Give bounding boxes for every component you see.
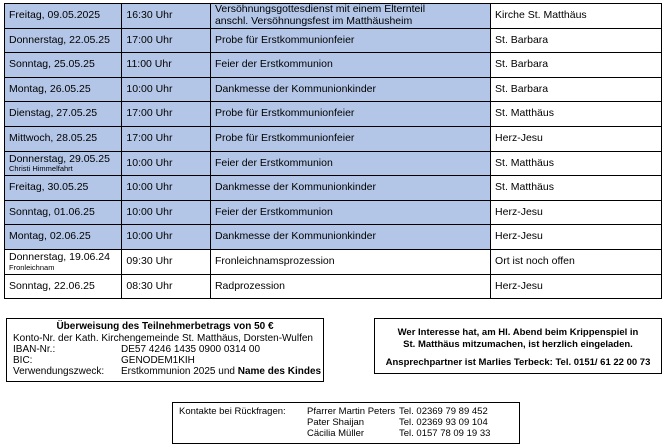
time-cell: 09:30 Uhr: [122, 249, 211, 274]
time-cell: 17:00 Uhr: [122, 102, 211, 127]
time-cell: 16:30 Uhr: [122, 4, 211, 29]
schedule-row: [5, 249, 662, 274]
date-cell: [5, 77, 122, 102]
schedule-row: [5, 176, 662, 201]
purpose-value: [121, 366, 321, 377]
schedule-row: [5, 4, 662, 29]
date-text: Mittwoch, 28.05.25: [9, 131, 98, 144]
schedule-row: [5, 102, 662, 127]
schedule-row: [5, 126, 662, 151]
contacts-rows: [173, 406, 519, 439]
location-cell: Ort ist noch offen: [491, 249, 662, 274]
crib-line3: Ansprechpartner ist Marlies Terbeck: Tel. 0151/ 61 22 00 73: [385, 357, 651, 368]
account-text: Konto-Nr. der Kath. Kirchengemeinde St. Matthäus, Dorsten-Wulfen: [13, 333, 313, 344]
date-text: Sonntag, 01.06.25: [9, 205, 95, 218]
event-cell: [210, 200, 490, 225]
date-text: Donnerstag, 22.05.25: [9, 33, 110, 46]
event-cell: [210, 126, 490, 151]
purpose-text: Erstkommunion 2025 und: [121, 366, 238, 377]
location-cell: Herz-Jesu: [491, 225, 662, 250]
contact-phone: Tel. 0157 78 09 19 33: [399, 428, 491, 439]
event-text: Probe für Erstkommunionfeier: [214, 107, 355, 120]
time-cell: 08:30 Uhr: [122, 274, 211, 299]
event-text: Feier der Erstkommunion: [214, 58, 333, 71]
transfer-bic: [7, 355, 323, 366]
date-text: Montag, 26.05.25: [9, 82, 91, 95]
location-cell: Kirche St. Matthäus: [491, 4, 662, 29]
event-text-2: anschl. Versöhnungsfest im Matthäusheim: [214, 14, 413, 27]
date-note: Christi Himmelfahrt: [9, 164, 73, 174]
location-cell: Herz-Jesu: [491, 200, 662, 225]
location-cell: St. Matthäus: [491, 151, 662, 176]
bic-value: GENODEM1KIH: [121, 355, 195, 366]
date-cell: [5, 151, 122, 176]
schedule-row: [5, 28, 662, 53]
date-cell: [5, 225, 122, 250]
contact-name: Pfarrer Martin Peters: [307, 406, 396, 417]
event-cell: [210, 77, 490, 102]
schedule-row: [5, 274, 662, 299]
location-cell: St. Barbara: [491, 77, 662, 102]
location-cell: Herz-Jesu: [491, 274, 662, 299]
schedule-table: [4, 3, 662, 299]
event-text: Radprozession: [214, 279, 285, 292]
event-text: Dankmesse der Kommunionkinder: [214, 181, 377, 194]
date-note: Fronleichnam: [9, 262, 55, 272]
time-cell: 17:00 Uhr: [122, 28, 211, 53]
contacts-box: [172, 402, 520, 444]
date-cell: [5, 126, 122, 151]
date-text: Freitag, 09.05.2025: [9, 9, 101, 22]
time-cell: 10:00 Uhr: [122, 77, 211, 102]
contact-row: [173, 428, 519, 439]
contact-phone: Tel. 02369 79 89 452: [399, 406, 488, 417]
transfer-iban: [7, 344, 323, 355]
date-cell: [5, 53, 122, 78]
date-text: Dienstag, 27.05.25: [9, 107, 98, 120]
date-cell: [5, 4, 122, 29]
event-text: Probe für Erstkommunionfeier: [214, 131, 355, 144]
contacts-label: [173, 417, 307, 428]
event-text: Versöhnungsgottesdienst mit einem Elternteil: [214, 3, 426, 16]
location-cell: St. Matthäus: [491, 176, 662, 201]
crib-box: [374, 318, 662, 374]
contacts-label: [173, 428, 307, 439]
date-cell: [5, 274, 122, 299]
schedule-row: [5, 151, 662, 176]
transfer-account: [7, 333, 323, 344]
location-cell: St. Barbara: [491, 53, 662, 78]
crib-line1: Wer Interesse hat, am Hl. Abend beim Krippenspiel in: [397, 327, 639, 338]
crib-line2: St. Matthäus mitzumachen, ist herzlich eingeladen.: [403, 339, 633, 350]
contact-name: Pater Shaijan: [307, 417, 365, 428]
time-cell: 10:00 Uhr: [122, 151, 211, 176]
date-cell: [5, 176, 122, 201]
event-text: Probe für Erstkommunionfeier: [214, 33, 355, 46]
date-cell: [5, 102, 122, 127]
contact-name: Cäcilia Müller: [307, 428, 365, 439]
transfer-purpose: [7, 366, 323, 377]
purpose-label: Verwendungszweck:: [13, 366, 105, 377]
contacts-label: Kontakte bei Rückfragen:: [179, 406, 286, 417]
iban-label: IBAN-Nr.:: [13, 344, 56, 355]
bic-label: BIC:: [13, 355, 33, 366]
event-text: Dankmesse der Kommunionkinder: [214, 230, 377, 243]
date-text: Montag, 02.06.25: [9, 230, 91, 243]
location-cell: St. Barbara: [491, 28, 662, 53]
date-cell: [5, 249, 122, 274]
schedule-row: [5, 200, 662, 225]
event-text: Dankmesse der Kommunionkinder: [214, 82, 377, 95]
event-cell: [210, 28, 490, 53]
schedule-body: [5, 4, 662, 299]
date-cell: [5, 200, 122, 225]
time-cell: 17:00 Uhr: [122, 126, 211, 151]
date-cell: [5, 28, 122, 53]
event-cell: [210, 249, 490, 274]
location-cell: St. Matthäus: [491, 102, 662, 127]
event-text: Fronleichnamsprozession: [214, 254, 335, 267]
date-text: Donnerstag, 19.06.24: [9, 251, 110, 264]
event-cell: [210, 225, 490, 250]
event-cell: [210, 53, 490, 78]
date-text: Freitag, 30.05.25: [9, 181, 89, 194]
date-text: Donnerstag, 29.05.25: [9, 152, 110, 165]
event-text: Feier der Erstkommunion: [214, 205, 333, 218]
schedule-row: [5, 77, 662, 102]
contact-row: [173, 406, 519, 417]
schedule-row: [5, 225, 662, 250]
purpose-bold: Name des Kindes: [237, 366, 322, 377]
transfer-box: [6, 318, 324, 382]
event-cell: [210, 151, 490, 176]
date-text: Sonntag, 25.05.25: [9, 58, 95, 71]
event-cell: [210, 4, 490, 29]
contact-phone: Tel. 02369 93 09 104: [399, 417, 488, 428]
event-cell: [210, 176, 490, 201]
iban-value: DE57 4246 1435 0900 0314 00: [121, 344, 261, 355]
time-cell: 10:00 Uhr: [122, 200, 211, 225]
event-cell: [210, 274, 490, 299]
date-text: Sonntag, 22.06.25: [9, 279, 95, 292]
event-cell: [210, 102, 490, 127]
event-text: Feier der Erstkommunion: [214, 156, 333, 169]
contact-row: [173, 417, 519, 428]
time-cell: 10:00 Uhr: [122, 225, 211, 250]
location-cell: Herz-Jesu: [491, 126, 662, 151]
time-cell: 10:00 Uhr: [122, 176, 211, 201]
transfer-title: Überweisung des Teilnehmerbetrags von 50 €: [56, 321, 274, 332]
time-cell: 11:00 Uhr: [122, 53, 211, 78]
schedule-row: [5, 53, 662, 78]
